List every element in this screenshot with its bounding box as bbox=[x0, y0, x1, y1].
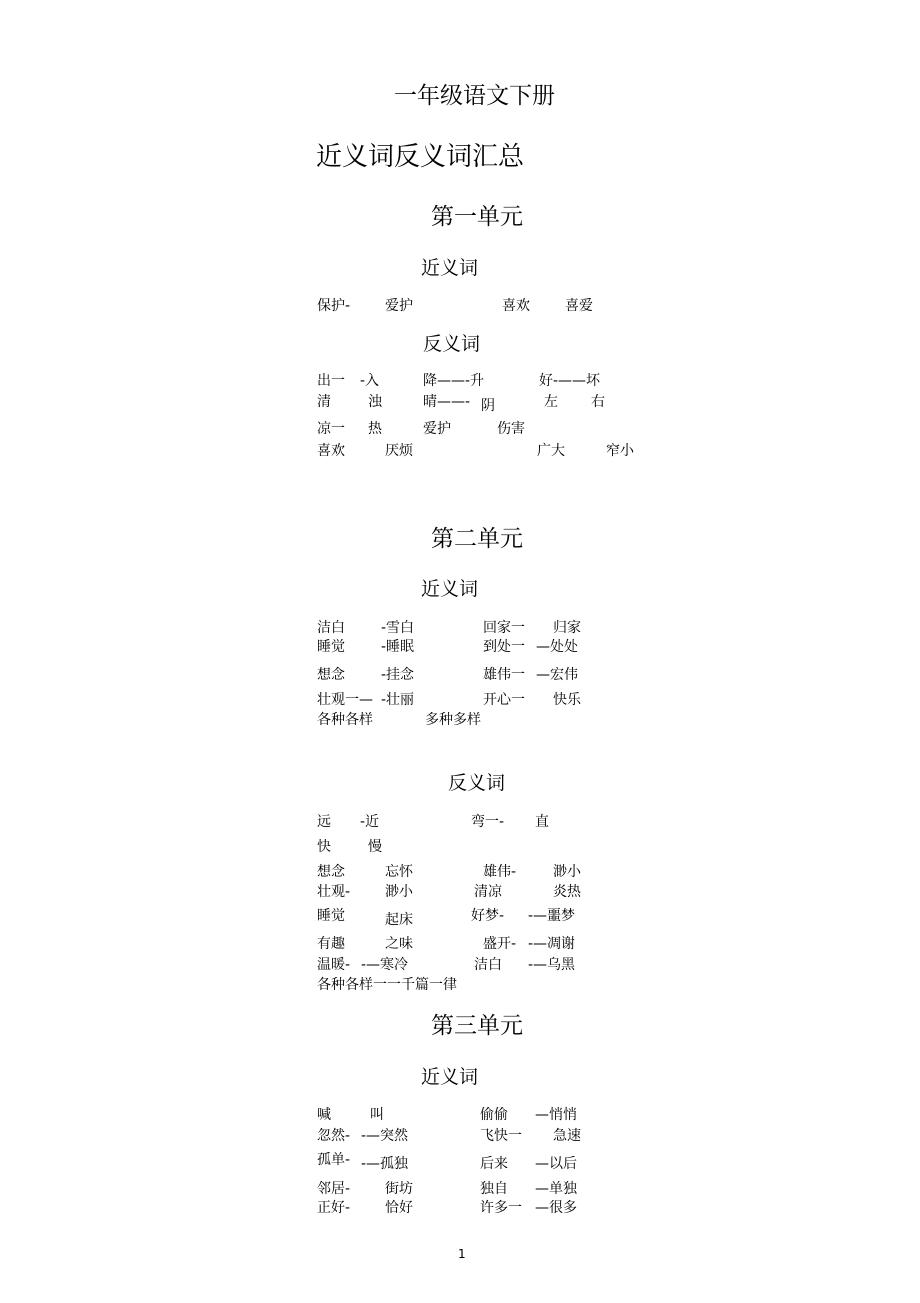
word-entry: 伤害 bbox=[497, 421, 525, 437]
word-entry: 喊 bbox=[317, 1107, 331, 1123]
word-entry: -入 bbox=[360, 373, 380, 389]
word-entry: 许多一 bbox=[480, 1200, 522, 1216]
word-entry: 出一 bbox=[317, 373, 345, 389]
word-entry: -睡眠 bbox=[381, 639, 415, 655]
word-entry: 雄伟- bbox=[483, 864, 517, 880]
word-entry: 清 bbox=[317, 394, 331, 410]
word-entry: -—凋谢 bbox=[528, 936, 576, 952]
word-entry: 好梦- bbox=[471, 908, 505, 924]
word-entry: 渺小 bbox=[385, 884, 413, 900]
word-entry: 急速 bbox=[553, 1128, 581, 1144]
word-entry: 想念 bbox=[317, 667, 345, 683]
antonym-heading: 反义词 bbox=[423, 333, 481, 355]
word-entry: —以后 bbox=[535, 1156, 577, 1172]
word-entry: 爱护 bbox=[385, 298, 413, 314]
word-entry: -—孤独 bbox=[361, 1156, 409, 1172]
word-entry: —单独 bbox=[535, 1181, 577, 1197]
word-entry: 忽然- bbox=[317, 1128, 351, 1144]
word-entry: 快 bbox=[317, 839, 331, 855]
word-entry: —悄悄 bbox=[535, 1107, 577, 1123]
word-entry: 雄伟一 bbox=[483, 667, 525, 683]
word-entry: 后来 bbox=[480, 1156, 508, 1172]
antonym-heading: 反义词 bbox=[448, 772, 506, 794]
word-entry: 广大 bbox=[537, 443, 565, 459]
word-entry: 凉一 bbox=[317, 421, 345, 437]
word-entry: -壮丽 bbox=[381, 692, 415, 708]
word-entry: -挂念 bbox=[381, 667, 415, 683]
document-subtitle: 近义词反义词汇总 bbox=[316, 142, 525, 172]
unit-heading: 第一单元 bbox=[431, 204, 523, 230]
synonym-heading: 近义词 bbox=[421, 257, 479, 279]
page-number: 1 bbox=[458, 1247, 466, 1261]
word-entry: 叫 bbox=[370, 1107, 384, 1123]
word-entry: 到处一 bbox=[483, 639, 525, 655]
word-entry: -—噩梦 bbox=[528, 908, 576, 924]
word-entry: -—突然 bbox=[361, 1128, 409, 1144]
word-entry: 忘怀 bbox=[385, 864, 413, 880]
word-entry: 阴 bbox=[481, 398, 495, 414]
word-entry: 正好- bbox=[317, 1200, 351, 1216]
word-entry: 清凉 bbox=[474, 884, 502, 900]
word-entry: 弯一- bbox=[471, 814, 505, 830]
word-entry: —很多 bbox=[535, 1200, 577, 1216]
word-entry: 睡觉 bbox=[317, 639, 345, 655]
word-entry: 慢 bbox=[368, 839, 382, 855]
word-entry: 回家一 bbox=[483, 620, 525, 636]
word-entry: 街坊 bbox=[385, 1181, 413, 1197]
word-entry: 邻居- bbox=[317, 1181, 351, 1197]
word-entry: -—寒冷 bbox=[361, 957, 409, 973]
unit-heading: 第三单元 bbox=[431, 1013, 523, 1039]
word-entry: 起床 bbox=[385, 912, 413, 928]
word-entry: 快乐 bbox=[553, 692, 581, 708]
word-entry: 窄小 bbox=[606, 443, 634, 459]
word-entry: 壮观- bbox=[317, 884, 351, 900]
synonym-heading: 近义词 bbox=[421, 578, 479, 600]
word-entry: 保护- bbox=[317, 298, 351, 314]
word-entry: —处处 bbox=[536, 639, 578, 655]
word-entry: 爱护 bbox=[423, 421, 451, 437]
word-entry: 多种多样 bbox=[425, 712, 481, 728]
word-entry: 各种各样一一千篇一律 bbox=[317, 977, 457, 993]
word-entry: 孤单- bbox=[317, 1152, 351, 1168]
word-entry: -—乌黑 bbox=[528, 957, 576, 973]
word-entry: 盛开- bbox=[483, 936, 517, 952]
word-entry: -近 bbox=[360, 814, 380, 830]
word-entry: 晴——- bbox=[423, 394, 471, 410]
word-entry: 壮观一— bbox=[317, 692, 373, 708]
word-entry: —宏伟 bbox=[536, 667, 578, 683]
word-entry: 洁白 bbox=[317, 620, 345, 636]
word-entry: 温暖- bbox=[317, 957, 351, 973]
word-entry: 各种各样 bbox=[317, 712, 373, 728]
word-entry: 远 bbox=[317, 814, 331, 830]
word-entry: 热 bbox=[368, 421, 382, 437]
word-entry: 恰好 bbox=[385, 1200, 413, 1216]
word-entry: 直 bbox=[535, 814, 549, 830]
word-entry: 右 bbox=[591, 394, 605, 410]
word-entry: 厌烦 bbox=[385, 443, 413, 459]
word-entry: 炎热 bbox=[553, 884, 581, 900]
word-entry: -雪白 bbox=[381, 620, 415, 636]
word-entry: 有趣 bbox=[317, 936, 345, 952]
word-entry: 独自 bbox=[480, 1181, 508, 1197]
word-entry: 之味 bbox=[385, 936, 413, 952]
word-entry: 左 bbox=[544, 394, 558, 410]
synonym-heading: 近义词 bbox=[421, 1066, 479, 1088]
document-title: 一年级语文下册 bbox=[394, 83, 555, 109]
word-entry: 降——-升 bbox=[423, 373, 485, 389]
word-entry: 喜欢 bbox=[502, 298, 530, 314]
word-entry: 好-——坏 bbox=[539, 373, 601, 389]
word-entry: 归家 bbox=[553, 620, 581, 636]
unit-heading: 第二单元 bbox=[431, 526, 523, 552]
word-entry: 开心一 bbox=[483, 692, 525, 708]
word-entry: 渺小 bbox=[553, 864, 581, 880]
word-entry: 想念 bbox=[317, 864, 345, 880]
word-entry: 偷偷 bbox=[480, 1107, 508, 1123]
word-entry: 浊 bbox=[368, 394, 382, 410]
word-entry: 飞快一 bbox=[480, 1128, 522, 1144]
word-entry: 喜爱 bbox=[565, 298, 593, 314]
word-entry: 喜欢 bbox=[317, 443, 345, 459]
word-entry: 洁白 bbox=[474, 957, 502, 973]
word-entry: 睡觉 bbox=[317, 908, 345, 924]
